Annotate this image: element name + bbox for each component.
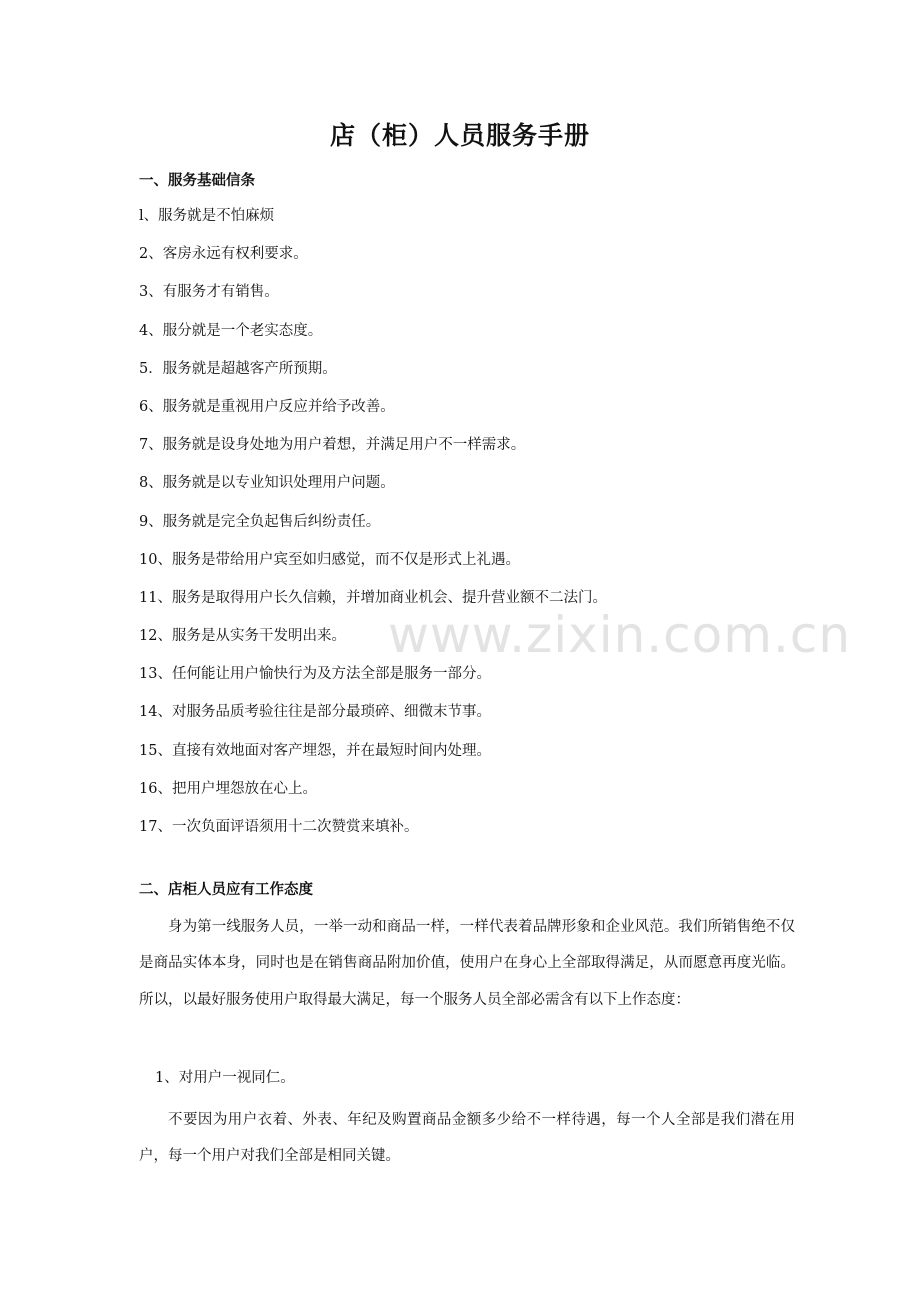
list-item: 4、服分就是一个老实态度。 — [139, 322, 323, 339]
section-heading-work-attitude: 二、店柜人员应有工作态度 — [139, 882, 313, 898]
list-item: 13、任何能让用户愉快行为及方法全部是服务一部分。 — [139, 666, 491, 683]
list-item: 16、把用户埋怨放在心上。 — [139, 780, 317, 797]
list-item: 2、客房永远有权利要求。 — [139, 246, 308, 263]
list-item: 14、对服务品质考验往往是部分最琐碎、细微末节事。 — [139, 704, 491, 721]
document-title: 店（柜）人员服务手册 — [329, 121, 590, 150]
list-item: 12、服务是从实务干发明出来。 — [139, 628, 346, 645]
section-heading-service-creed: 一、服务基础信条 — [139, 173, 255, 189]
list-item: 9、服务就是完全负起售后纠纷责任。 — [139, 513, 381, 530]
list-item: l、服务就是不怕麻烦 — [139, 208, 275, 224]
service-creed-list — [139, 205, 607, 854]
list-item: 3、有服务才有销售。 — [139, 284, 279, 301]
watermark: www.zixin.com.cn — [388, 606, 852, 664]
list-item: 8、服务就是以专业知识处理用户问题。 — [139, 475, 395, 492]
list-item: 17、一次负面评语须用十二次赞赏来填补。 — [139, 819, 419, 835]
list-item: 11、服务是取得用户长久信赖，并增加商业机会、提升营业额不二法门。 — [139, 589, 607, 606]
list-item: 7、服务就是设身处地为用户着想，并满足用户不一样需求。 — [139, 437, 526, 454]
sub-item-label: 1、对用户一视同仁。 — [155, 1070, 295, 1086]
list-item: 6、服务就是重视用户反应并给予改善。 — [139, 398, 395, 415]
list-item: 10、服务是带给用户宾至如归感觉，而不仅是形式上礼遇。 — [139, 551, 520, 568]
work-attitude-intro-paragraph: 身为第一线服务人员，一举一动和商品一样，一样代表着品牌形象和企业风范。我们所销售绝不仅是商品实体本身，同时也是在销售商品附加价值，使用户在身心上全部取得满足，从而愿意再度光临。所以，以最好服务使用户取得最大满足，每一个服务人员全部必需含有以下上作态度： — [139, 919, 795, 1008]
list-item: 5．服务就是超越客产所预期。 — [139, 360, 337, 377]
list-item: 15、直接有效地面对客产埋怨，并在最短时间内处理。 — [139, 742, 491, 759]
sub-item-paragraph: 不要因为用户衣着、外表、年纪及购置商品金额多少给不一样待遇，每一个人全部是我们潜在用户，每一个用户对我们全部是相同关键。 — [139, 1112, 795, 1165]
